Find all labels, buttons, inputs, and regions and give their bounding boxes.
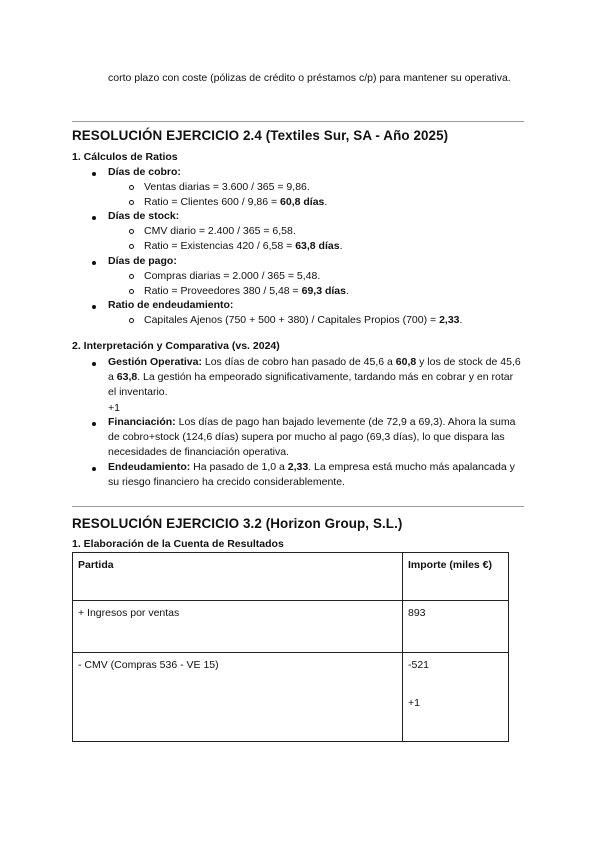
cell-importe-value: -521 <box>408 659 430 671</box>
endeudamiento-line-1: Capitales Ajenos (750 + 500 + 380) / Capitales Propios (700) = 2,33. <box>144 314 463 326</box>
table-row <box>73 653 509 742</box>
pago-line-2: Ratio = Proveedores 380 / 5,48 = 69,3 días. <box>144 285 349 297</box>
cell-importe <box>403 653 509 742</box>
label-ratio-endeudamiento: Ratio de endeudamiento: <box>108 299 234 311</box>
circle-bullet-icon <box>129 274 134 279</box>
cell-importe: 893 <box>403 601 509 653</box>
section-title-2-4: RESOLUCIÓN EJERCICIO 2.4 (Textiles Sur, SA - Año 2025) <box>72 128 449 143</box>
circle-bullet-icon <box>129 229 134 234</box>
subheading-elaboracion: 1. Elaboración de la Cuenta de Resultados <box>72 538 284 550</box>
bullet-icon <box>92 422 96 426</box>
subheading-interpretacion: 2. Interpretación y Comparativa (vs. 2024) <box>72 340 280 352</box>
subheading-calculos: 1. Cálculos de Ratios <box>72 151 178 163</box>
circle-bullet-icon <box>129 318 134 323</box>
circle-bullet-icon <box>129 244 134 249</box>
label-dias-cobro: Días de cobro: <box>108 166 181 178</box>
section-divider <box>72 506 524 507</box>
header-importe: Importe (miles €) <box>403 553 509 601</box>
bullet-icon <box>92 467 96 471</box>
cell-partida: - CMV (Compras 536 - VE 15) <box>73 653 403 742</box>
financiacion-paragraph: Financiación: Los días de pago han bajado levemente (de 72,9 a 69,3). Ahora la suma de cobro+stock (124,6 días) supera por mucho al pago (69,3 días), lo que dispara las necesidades de financiación operativa. <box>108 416 516 459</box>
header-partida: Partida <box>73 553 403 601</box>
section-title-3-2: RESOLUCIÓN EJERCICIO 3.2 (Horizon Group, S.L.) <box>72 516 403 531</box>
pago-line-1: Compras diarias = 2.000 / 365 = 5,48. <box>144 270 321 282</box>
label-dias-pago: Días de pago: <box>108 255 177 267</box>
bullet-icon <box>92 362 96 366</box>
cobro-line-1: Ventas diarias = 3.600 / 365 = 9,86. <box>144 181 310 193</box>
bullet-icon <box>92 216 96 220</box>
label-dias-stock: Días de stock: <box>108 210 180 222</box>
results-table <box>72 552 509 742</box>
gestion-extra-note: +1 <box>108 402 120 414</box>
table-header-row <box>73 553 509 601</box>
cell-importe-note: +1 <box>408 697 420 709</box>
stock-line-2: Ratio = Existencias 420 / 6,58 = 63,8 días. <box>144 240 343 252</box>
cobro-line-2: Ratio = Clientes 600 / 9,86 = 60,8 días. <box>144 196 328 208</box>
gestion-operativa-paragraph: Gestión Operativa: Los días de cobro han pasado de 45,6 a 60,8 y los de stock de 45,6 a 63,8. La gestión ha empeorado significativamente, tardando más en cobrar y en rotar el inventario. <box>108 356 521 399</box>
circle-bullet-icon <box>129 289 134 294</box>
endeudamiento-paragraph: Endeudamiento: Ha pasado de 1,0 a 2,33. La empresa está mucho más apalancada y su riesgo financiero ha crecido considerablemente. <box>108 461 515 489</box>
stock-line-1: CMV diario = 2.400 / 365 = 6,58. <box>144 225 296 237</box>
bullet-icon <box>92 261 96 265</box>
cell-partida: + Ingresos por ventas <box>73 601 403 653</box>
circle-bullet-icon <box>129 200 134 205</box>
bullet-icon <box>92 172 96 176</box>
circle-bullet-icon <box>129 185 134 190</box>
section-divider <box>72 121 524 122</box>
table-row <box>73 601 509 653</box>
bullet-icon <box>92 305 96 309</box>
intro-paragraph: corto plazo con coste (pólizas de crédito o préstamos c/p) para mantener su operativa. <box>108 72 511 84</box>
